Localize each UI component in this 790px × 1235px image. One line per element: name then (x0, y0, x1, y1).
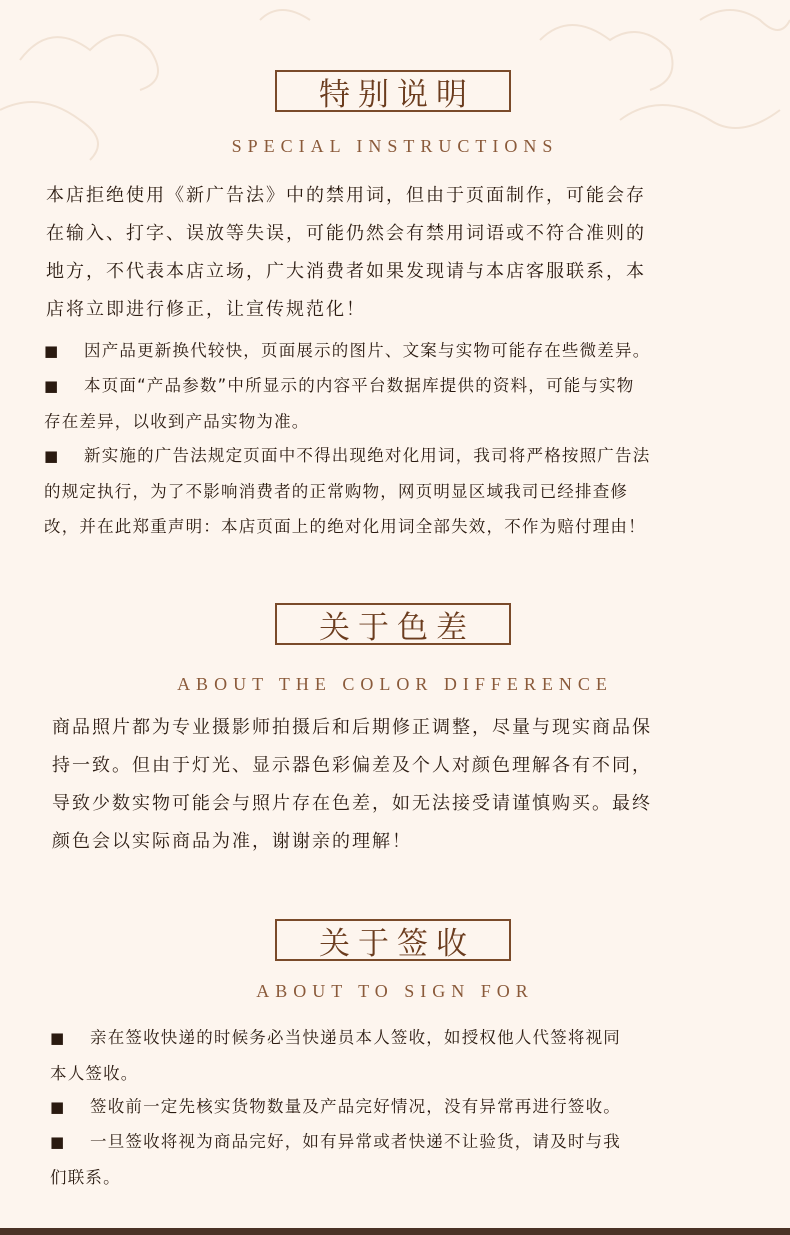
special-bullet-3 (44, 438, 754, 544)
special-paragraph-line: 地方，不代表本店立场，广大消费者如果发现请与本店客服联系，本 (46, 261, 646, 282)
color-paragraph-line: 持一致。但由于灯光、显示器色彩偏差及个人对颜色理解各有不同， (52, 755, 652, 776)
bullet-text: 的规定执行，为了不影响消费者的正常购物，网页明显区域我司已经排查修 (44, 482, 629, 501)
color-paragraph-line: 商品照片都为专业摄影师拍摄后和后期修正调整，尽量与现实商品保 (52, 717, 652, 738)
special-bullet-1 (44, 333, 754, 369)
bullet-text: 因产品更新换代较快，页面展示的图片、文案与实物可能存在些微差异。 (84, 341, 651, 360)
special-paragraph-line: 店将立即进行修正，让宣传规范化！ (46, 299, 366, 320)
bullet-text: 存在差异，以收到产品实物为准。 (44, 412, 310, 431)
special-paragraph (46, 177, 746, 329)
color-difference-subtitle: ABOUT THE COLOR DIFFERENCE (177, 674, 613, 694)
sign-bullet-3 (50, 1124, 760, 1196)
special-instructions-subtitle: SPECIAL INSTRUCTIONS (231, 136, 559, 156)
bullet-square-icon: ■ (50, 1133, 66, 1151)
special-bullet-2 (44, 368, 754, 439)
bullet-text: 新实施的广告法规定页面中不得出现绝对化用词，我司将严格按照广告法 (84, 446, 651, 465)
special-paragraph-line: 在输入、打字、误放等失误，可能仍然会有禁用词语或不符合准则的 (46, 223, 646, 244)
bullet-text: 亲在签收快递的时候务必当快递员本人签收，如授权他人代签将视同 (90, 1028, 621, 1047)
color-difference-title: 关于色差 (275, 603, 511, 645)
sign-for-subtitle: ABOUT TO SIGN FOR (256, 981, 534, 1001)
color-paragraph-line: 导致少数实物可能会与照片存在色差，如无法接受请谨慎购买。最终 (52, 793, 652, 814)
bullet-text: 一旦签收将视为商品完好，如有异常或者快递不让验货，请及时与我 (90, 1132, 621, 1151)
special-paragraph-line: 本店拒绝使用《新广告法》中的禁用词，但由于页面制作，可能会存 (46, 185, 646, 206)
bullet-square-icon: ■ (44, 342, 60, 360)
color-paragraph-line: 颜色会以实际商品为准，谢谢亲的理解！ (52, 831, 412, 852)
bullet-text: 改，并在此郑重声明：本店页面上的绝对化用词全部失效，不作为赔付理由！ (44, 517, 646, 536)
bullet-text: 们联系。 (50, 1168, 121, 1187)
sign-bullet-1 (50, 1020, 760, 1092)
bullet-square-icon: ■ (50, 1098, 66, 1116)
sign-for-title: 关于签收 (275, 919, 511, 961)
bullet-square-icon: ■ (50, 1029, 66, 1047)
bullet-text: 本页面“产品参数”中所显示的内容平台数据库提供的资料，可能与实物 (84, 376, 635, 395)
bottom-border-strip (0, 1228, 790, 1235)
bullet-text: 签收前一定先核实货物数量及产品完好情况，没有异常再进行签收。 (90, 1097, 621, 1116)
bullet-text: 本人签收。 (50, 1064, 139, 1083)
sign-bullet-2 (50, 1089, 760, 1125)
color-paragraph (52, 709, 752, 861)
bullet-square-icon: ■ (44, 447, 60, 465)
bullet-square-icon: ■ (44, 377, 60, 395)
special-instructions-title: 特别说明 (275, 70, 511, 112)
